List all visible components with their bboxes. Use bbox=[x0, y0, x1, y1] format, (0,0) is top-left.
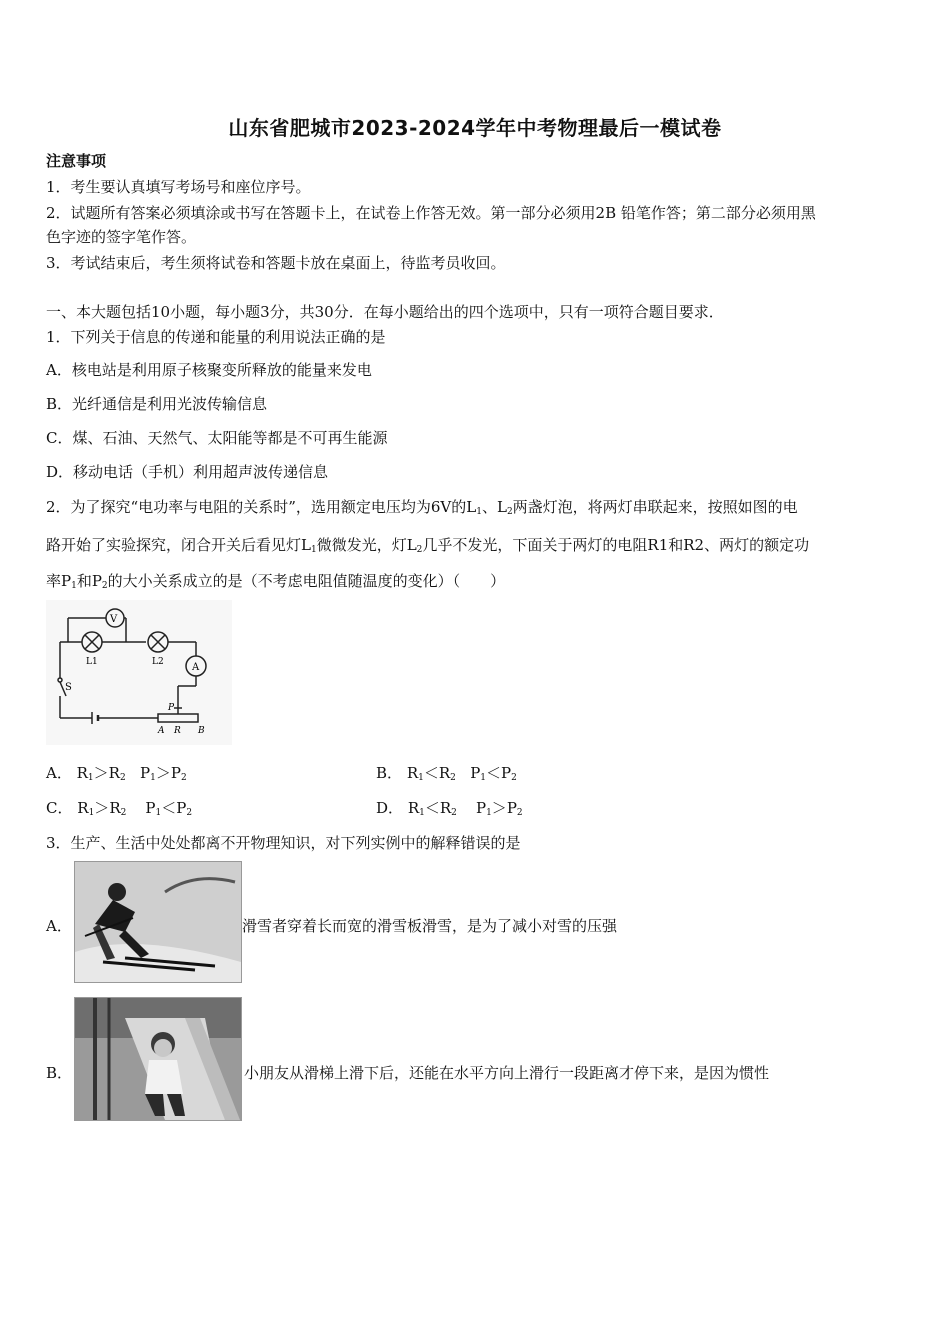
q3-option-b-text: 小朋友从滑梯上滑下后，还能在水平方向上滑行一段距离才停下来，是因为惯性 bbox=[244, 1064, 770, 1082]
option-text: P bbox=[501, 764, 512, 782]
option-sub: 2 bbox=[450, 773, 456, 783]
q2-stem-line1 bbox=[46, 497, 798, 522]
option-text: ＞ bbox=[155, 764, 171, 782]
slider-label: P bbox=[168, 703, 175, 713]
option-sub: 2 bbox=[186, 808, 193, 818]
q2-option-c bbox=[46, 798, 192, 823]
option-text: R bbox=[77, 799, 89, 817]
notice-item: 3．考试结束后，考生须将试卷和答题卡放在桌面上，待监考员收回。 bbox=[46, 254, 506, 272]
option-sub: 1 bbox=[150, 773, 156, 783]
q2-option-a bbox=[46, 763, 187, 788]
option-text: R bbox=[76, 764, 88, 782]
q2-text: 2．为了探究“电功率与电阻的关系时”，选用额定电压均为6V的L bbox=[46, 498, 477, 516]
ammeter-label: A bbox=[192, 662, 200, 673]
q1-option-b: B．光纤通信是利用光波传输信息 bbox=[46, 395, 268, 413]
option-text: ＞ bbox=[93, 764, 109, 782]
q2-text: 率P bbox=[46, 572, 72, 590]
option-label: B． bbox=[376, 764, 403, 782]
q2-stem-line2 bbox=[46, 535, 809, 560]
rheostat-b-label: B bbox=[198, 726, 205, 736]
option-text: R bbox=[109, 799, 121, 817]
q1-stem: 1．下列关于信息的传递和能量的利用说法正确的是 bbox=[46, 328, 386, 346]
option-text: P bbox=[470, 764, 481, 782]
option-sub: 2 bbox=[511, 773, 517, 783]
notice-item: 2．试题所有答案必须填涂或书写在答题卡上，在试卷上作答无效。第一部分必须用2B 铅笔作答；第二部分必须用黑 bbox=[46, 204, 816, 222]
notice-item: 色字迹的签字笔作答。 bbox=[46, 228, 197, 246]
option-text: ＞ bbox=[94, 799, 110, 817]
q1-option-c: C．煤、石油、天然气、太阳能等都是不可再生能源 bbox=[46, 429, 388, 447]
circuit-diagram bbox=[46, 600, 232, 745]
rheostat-label: R bbox=[174, 726, 181, 736]
q2-text: 两盏灯泡，将两灯串联起来，按照如图的电 bbox=[512, 498, 798, 516]
option-text: R bbox=[439, 799, 452, 817]
option-text: R bbox=[407, 799, 420, 817]
q2-option-d bbox=[376, 798, 523, 823]
q2-sub: 2 bbox=[506, 507, 513, 517]
q2-text: 几乎不发光，下面关于两灯的电阻R1和R2、两灯的额定功 bbox=[422, 536, 810, 554]
q2-text: 的大小关系成立的是（不考虑电阻值随温度的变化）（ ） bbox=[107, 572, 506, 590]
option-text: ＜ bbox=[423, 764, 439, 782]
q3-stem: 3．生产、生活中处处都离不开物理知识，对下列实例中的解释错误的是 bbox=[46, 834, 521, 852]
option-text: P bbox=[145, 799, 156, 817]
option-text: ＜ bbox=[424, 799, 440, 817]
q3-option-a-text: 滑雪者穿着长而宽的滑雪板滑雪，是为了减小对雪的压强 bbox=[242, 917, 618, 935]
option-label: D． bbox=[376, 799, 404, 817]
notice-item: 1．考生要认真填写考场号和座位序号。 bbox=[46, 178, 311, 196]
option-label: C． bbox=[46, 799, 73, 817]
option-text: P bbox=[475, 799, 487, 817]
q2-sub: 1 bbox=[71, 581, 77, 591]
option-label: A． bbox=[46, 764, 72, 782]
option-sub: 2 bbox=[180, 773, 187, 783]
option-sub: 1 bbox=[486, 808, 492, 818]
option-text: P bbox=[176, 799, 187, 817]
lamp-l1-label: L1 bbox=[86, 657, 98, 667]
notice-heading: 注意事项 bbox=[46, 152, 107, 170]
slide-photo bbox=[74, 997, 242, 1121]
option-text: ＜ bbox=[486, 764, 502, 782]
q2-text: 路开始了实验探究，闭合开关后看见灯L bbox=[46, 536, 311, 554]
option-text: ＞ bbox=[491, 799, 507, 817]
option-sub: 2 bbox=[516, 808, 523, 818]
q2-sub: 2 bbox=[101, 581, 108, 591]
q2-sub: 2 bbox=[416, 545, 423, 555]
option-text: P bbox=[170, 764, 181, 782]
option-text: P bbox=[506, 799, 517, 817]
option-sub: 2 bbox=[120, 808, 127, 818]
q2-stem-line3 bbox=[46, 571, 505, 596]
option-sub: 1 bbox=[418, 773, 424, 783]
option-text: R bbox=[108, 764, 120, 782]
q2-sub: 1 bbox=[310, 545, 317, 555]
option-sub: 1 bbox=[87, 773, 94, 783]
option-sub: 1 bbox=[419, 808, 425, 818]
q2-option-b bbox=[376, 763, 517, 788]
q2-text: 、L bbox=[481, 498, 507, 516]
q2-text: 微微发光，灯L bbox=[316, 536, 417, 554]
q3-option-a-label: A． bbox=[46, 917, 72, 935]
section-heading: 一、本大题包括10小题，每小题3分，共30分．在每小题给出的四个选项中，只有一项符合题目要求． bbox=[46, 303, 724, 321]
q1-option-a: A．核电站是利用原子核聚变所释放的能量来发电 bbox=[46, 361, 372, 379]
option-sub: 2 bbox=[119, 773, 126, 783]
lamp-l2-label: L2 bbox=[152, 657, 164, 667]
rheostat-a-label: A bbox=[158, 726, 165, 736]
q2-sub: 1 bbox=[476, 507, 482, 517]
q1-option-d: D．移动电话（手机）利用超声波传递信息 bbox=[46, 463, 329, 481]
page-title: 山东省肥城市2023-2024学年中考物理最后一模试卷 bbox=[228, 116, 722, 140]
option-text: R bbox=[438, 764, 451, 782]
option-text: ＜ bbox=[161, 799, 177, 817]
option-text: R bbox=[406, 764, 419, 782]
switch-label: S bbox=[65, 682, 72, 693]
option-text: P bbox=[140, 764, 151, 782]
option-sub: 1 bbox=[88, 808, 95, 818]
option-sub: 1 bbox=[480, 773, 487, 783]
q3-option-b-label: B． bbox=[46, 1064, 73, 1082]
option-sub: 1 bbox=[155, 808, 162, 818]
voltmeter-label: V bbox=[110, 614, 118, 625]
skier-photo bbox=[74, 861, 242, 983]
q2-text: 和P bbox=[76, 572, 102, 590]
option-sub: 2 bbox=[451, 808, 457, 818]
